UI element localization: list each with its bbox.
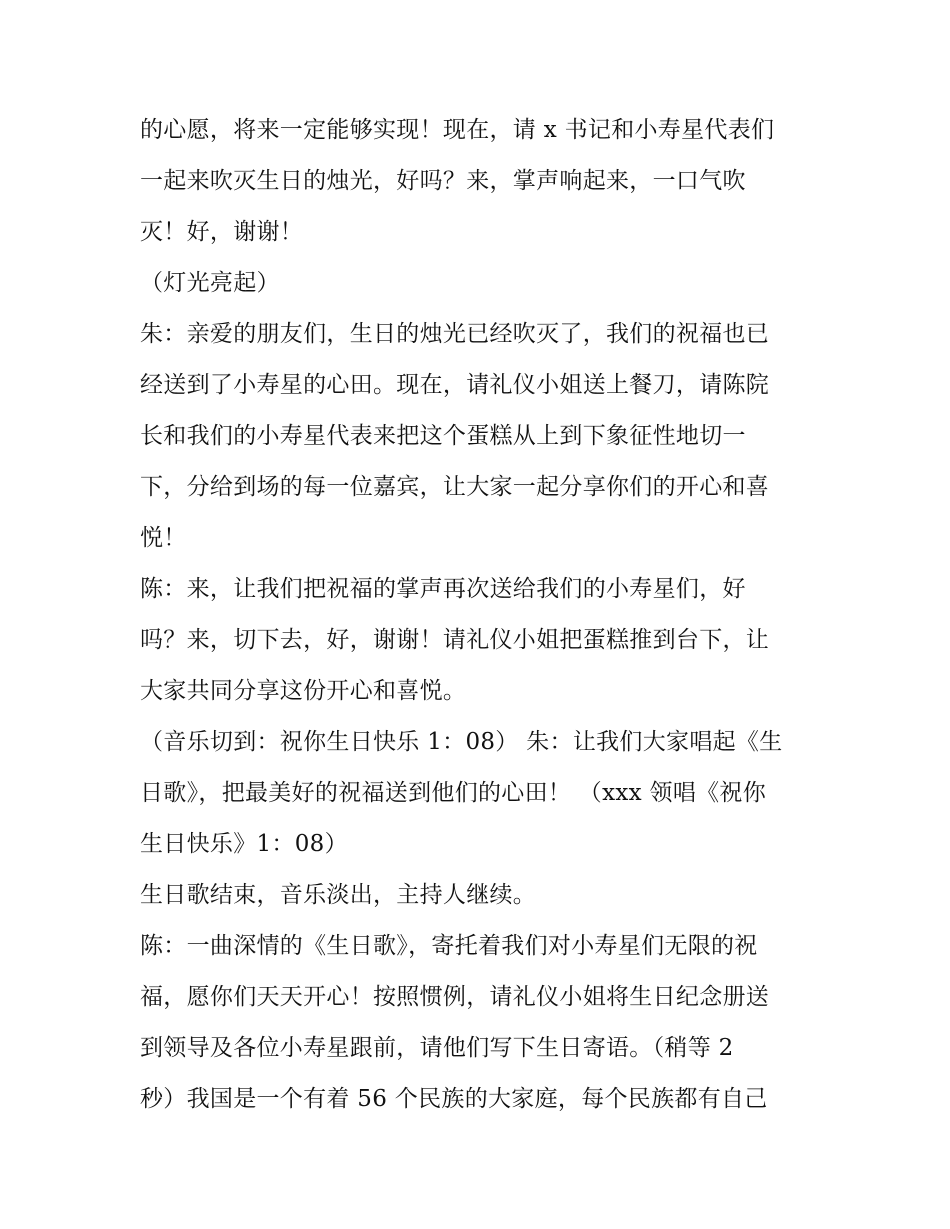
text-line: 经送到了小寿星的心田。现在，请礼仪小姐送上餐刀，请陈院 (140, 372, 770, 398)
text-line: 的心愿，将来一定能够实现！现在，请 x 书记和小寿星代表们 (140, 117, 775, 143)
text-line: 悦！ (140, 525, 187, 551)
text-line: 吗？来，切下去，好，谢谢！请礼仪小姐把蛋糕推到台下，让 (140, 627, 770, 653)
text-line: 灭！好，谢谢！ (140, 219, 304, 245)
text-line: 秒）我国是一个有着 56 个民族的大家庭，每个民族都有自己 (140, 1086, 768, 1112)
text-line: （灯光亮起） (140, 270, 280, 296)
text-line: 到领导及各位小寿星跟前，请他们写下生日寄语。（稍等 2 (140, 1035, 734, 1061)
text-line: 陈：来，让我们把祝福的掌声再次送给我们的小寿星们，好 (140, 576, 746, 602)
text-line: 一起来吹灭生日的烛光，好吗？来，掌声响起来，一口气吹 (140, 168, 746, 194)
text-line: 长和我们的小寿星代表来把这个蛋糕从上到下象征性地切一 (140, 423, 746, 449)
text-line: 福，愿你们天天开心！按照惯例，请礼仪小姐将生日纪念册送 (140, 984, 770, 1010)
text-line: 朱：亲爱的朋友们，生日的烛光已经吹灭了，我们的祝福也已 (140, 321, 770, 347)
text-line: 日歌》，把最美好的祝福送到他们的心田！ （xxx 领唱《祝你 (140, 780, 767, 806)
text-line: 生日歌结束，音乐淡出，主持人继续。 (140, 882, 537, 908)
text-line: 大家共同分享这份开心和喜悦。 (140, 678, 467, 704)
text-line: 下，分给到场的每一位嘉宾，让大家一起分享你们的开心和喜 (140, 474, 770, 500)
text-line: （音乐切到：祝你生日快乐 1：08） 朱：让我们大家唱起《生 (140, 729, 783, 755)
document-body (140, 105, 820, 1125)
text-line: 陈：一曲深情的《生日歌》，寄托着我们对小寿星们无限的祝 (140, 933, 758, 959)
text-line: 生日快乐》1：08） (140, 831, 348, 857)
